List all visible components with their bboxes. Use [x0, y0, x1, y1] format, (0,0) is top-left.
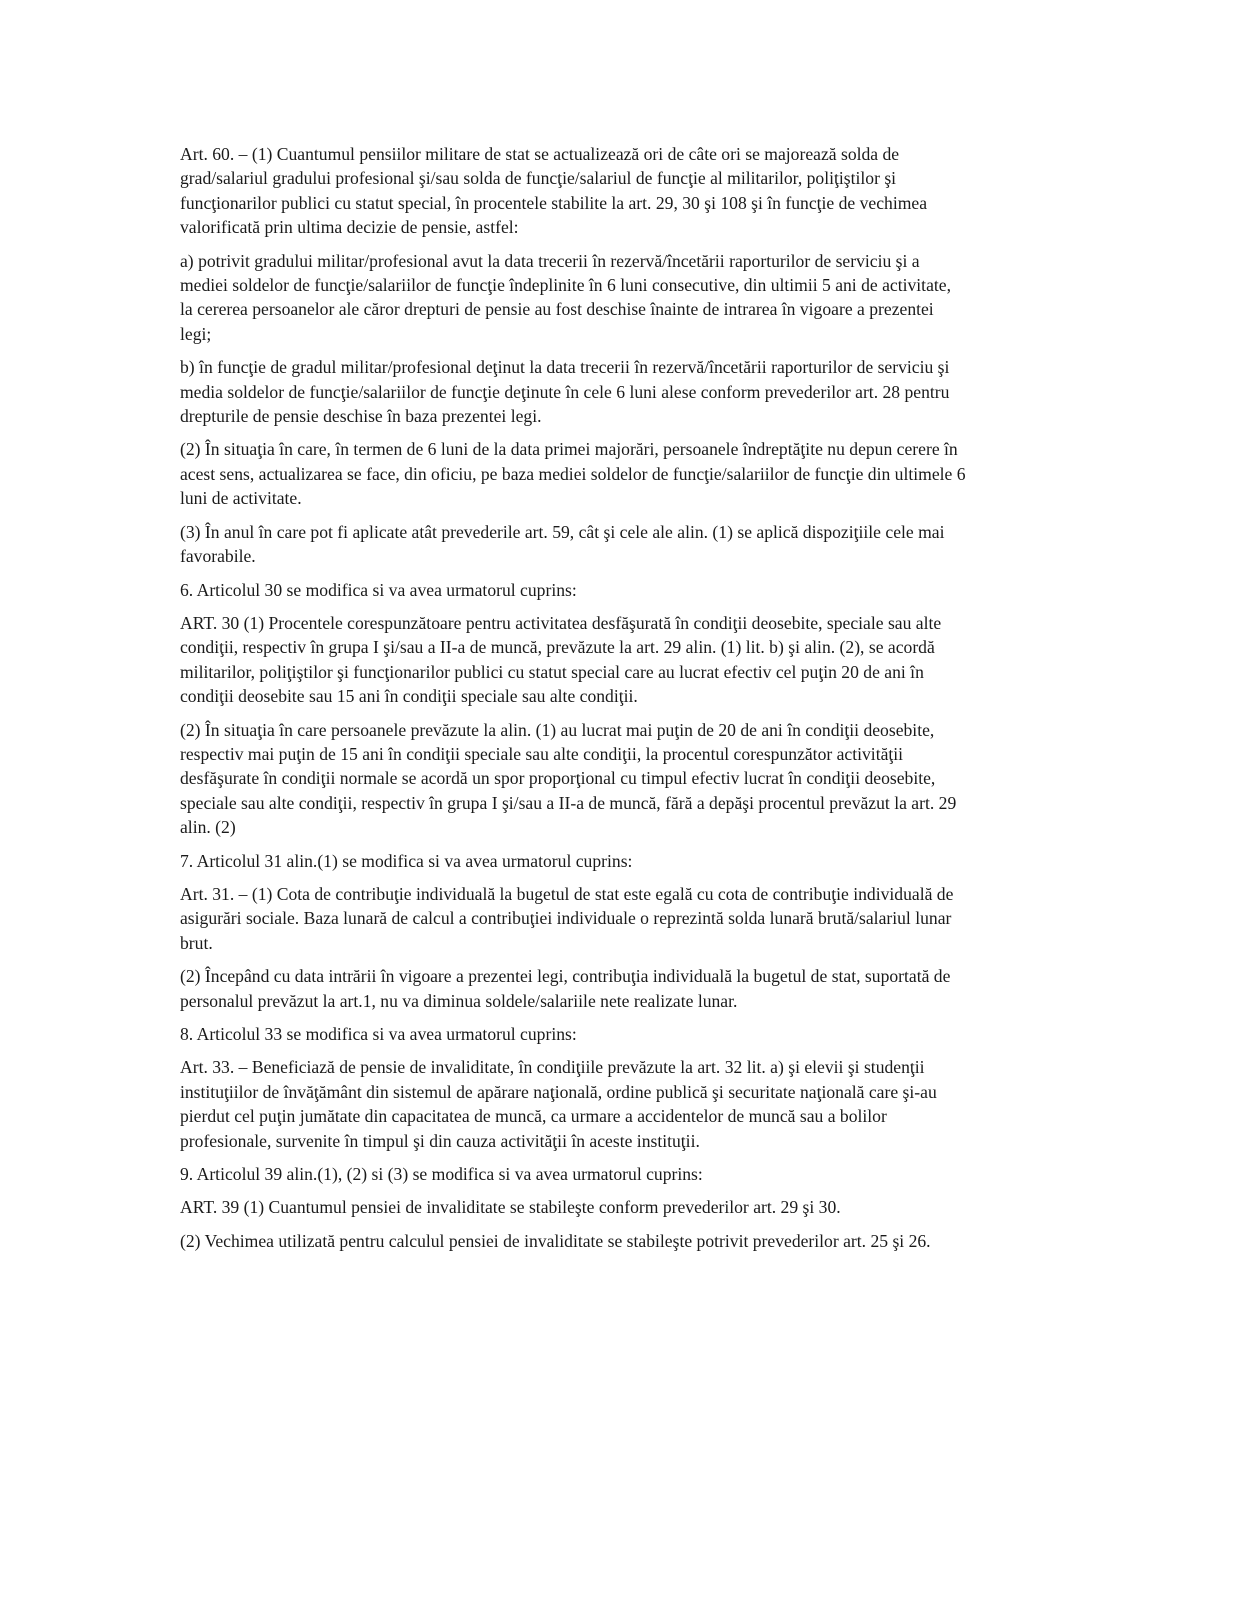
paragraph-item-8: 8. Articolul 33 se modifica si va avea urmatorul cuprins:	[180, 1024, 577, 1044]
paragraph-art-30-2: (2) În situaţia în care persoanele prevăzute la alin. (1) au lucrat mai puţin de 20 de ani în condiţii deosebite, respectiv mai puţin de 15 ani în condiţii speciale sau alte condiţii, la procentul corespunzător activităţii desfăşurate în condiţii normale se acordă un spor proporţional cu timpul efectiv lucrat în condiţii deosebite, speciale sau alte condiţii, respectiv în grupa I şi/sau a II-a de muncă, fără a depăşi procentul prevăzut la art. 29 alin. (2)	[180, 719, 957, 838]
paragraph-art-31-2: (2) Începând cu data intrării în vigoare a prezentei legi, contribuţia individuală la bugetul de stat, suportată de personalul prevăzut la art.1, nu va diminua soldele/salariile nete realizate lunar.	[180, 966, 951, 1011]
paragraph-item-6: 6. Articolul 30 se modifica si va avea urmatorul cuprins:	[180, 579, 577, 600]
paragraph-art-30-1: ART. 30 (1) Procentele corespunzătoare pentru activitatea desfăşurată în condiţii deosebite, speciale sau alte condiţii, respectiv în grupa I şi/sau a II-a de muncă, prevăzute la art. 29 alin. (1) lit. b) şi alin. (2), se acordă militarilor, poliţiştilor şi funcţionarilor publici cu statut special care au lucrat efectiv cel puţin 20 de ani în condiţii deosebite sau 15 ani în condiţii speciale sau alte condiţii.	[180, 612, 942, 707]
paragraph-art-60-1: Art. 60. – (1) Cuantumul pensiilor militare de stat se actualizează ori de câte ori se majorează solda de grad/salariul gradului profesional şi/sau solda de funcţie/salariul de funcţie al militarilor, poliţiştilor şi funcţionarilor publici cu statut special, în procentele stabilite la art. 29, 30 şi 108 şi în funcţie de vechimea valorificată prin ultima decizie de pensie, astfel:	[180, 144, 928, 238]
paragraph-art-31-1: Art. 31. – (1) Cota de contribuţie individuală la bugetul de stat este egală cu cota de contribuţie individuală de asigurări sociale. Baza lunară de calcul a contribuţiei individuale o reprezintă solda lunară brută/salariul lunar brut.	[180, 883, 954, 953]
paragraph-item-9: 9. Articolul 39 alin.(1), (2) si (3) se modifica si va avea urmatorul cuprins:	[180, 1164, 703, 1185]
paragraph-art-60-3: (3) În anul în care pot fi aplicate atât prevederile art. 59, cât şi cele ale alin. (1) se aplică dispoziţiile cele mai favorabile.	[180, 521, 945, 567]
paragraph-art-39-1: ART. 39 (1) Cuantumul pensiei de invaliditate se stabileşte conform prevederilor art. 29 şi 30.	[180, 1197, 841, 1218]
paragraph-art-60-b: b) în funcţie de gradul militar/profesional deţinut la data trecerii în rezervă/încetării raporturilor de serviciu şi media soldelor de funcţie/salariilor de funcţie deţinute în cele 6 luni alese conform prevederilor art. 28 pentru drepturile de pensie deschise în baza prezentei legi.	[180, 357, 950, 427]
paragraph-art-39-2: (2) Vechimea utilizată pentru calculul pensiei de invaliditate se stabileşte potrivit prevederilor art. 25 şi 26.	[180, 1230, 931, 1251]
paragraph-art-60-a: a) potrivit gradului militar/profesional avut la data trecerii în rezervă/încetării raporturilor de serviciu şi a mediei soldelor de funcţie/salariilor de funcţie îndeplinite în 6 luni consecutive, din ultimii 5 ani de activitate, la cererea persoanelor ale căror drepturi de pensie au fost deschise înainte de intrarea în vigoare a prezentei legi;	[180, 250, 951, 344]
paragraph-art-33: Art. 33. – Beneficiază de pensie de invaliditate, în condiţiile prevăzute la art. 32 lit. a) şi elevii şi studenţii instituţiilor de învăţământ din sistemul de apărare naţională, ordine publică şi securitate naţională care şi-au pierdut cel puţin jumătate din capacitatea de muncă, ca urmare a accidentelor de muncă sau a bolilor profesionale, survenite în timpul şi din cauza activităţii în aceste instituţii.	[180, 1057, 937, 1151]
paragraph-art-60-2: (2) În situaţia în care, în termen de 6 luni de la data primei majorări, persoanele îndreptăţite nu depun cerere în acest sens, actualizarea se face, din oficiu, pe baza mediei soldelor de funcţie/salariilor de funcţie din ultimele 6 luni de activitate.	[180, 439, 966, 509]
paragraph-item-7: 7. Articolul 31 alin.(1) se modifica si va avea urmatorul cuprins:	[180, 850, 633, 871]
